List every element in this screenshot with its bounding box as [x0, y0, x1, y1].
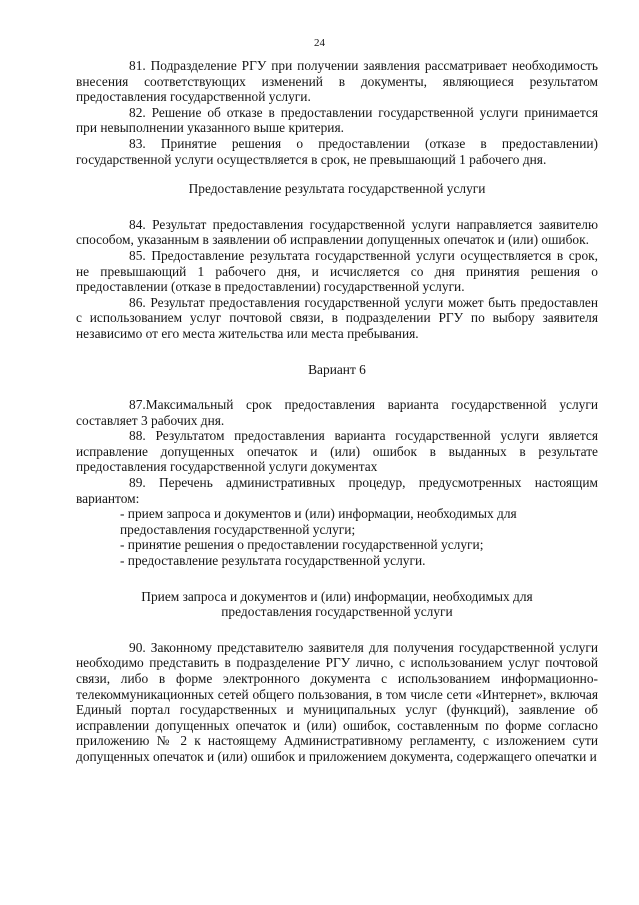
paragraph-81: 81. Подразделение РГУ при получении заявления рассматривает необходимость внесения соответствующих изменений в документы, являющиеся результатом предоставления государственной услуги. [76, 58, 598, 105]
paragraph-90: 90. Законному представителю заявителя для получения государственной услуги необходимо представить в подразделение РГУ лично, с использованием услуг почтовой связи, либо в форме электронного документа с использованием информационно-телекоммуникационных сетей общего пользования, в том числе сети «Интернет», включая Единый портал государственных и муниципальных услуг (функций), заявление об исправлении допущенных опечаток и (или) ошибок, составленным по форме согласно приложению № 2 к настоящему Административному регламенту, с изложением сути допущенных опечаток и (или) ошибок и приложением документа, содержащего опечатки и [76, 639, 598, 764]
paragraph-87: 87.Максимальный срок предоставления варианта государственной услуги составляет 3 рабочих дня. [76, 397, 598, 428]
paragraph-85: 85. Предоставление результата государственной услуги осуществляется в срок, не превышающий 1 рабочего дня, и исчисляется со дня принятия решения о предоставлении (отказе в предоставлении) государственной услуги. [76, 247, 598, 295]
section-heading-result: Предоставление результата государственной услуги [188, 181, 486, 197]
list-item: - принятие решения о предоставлении государственной услуги; [120, 537, 484, 553]
document-body [76, 58, 598, 765]
paragraph-89: 89. Перечень административных процедур, предусмотренных настоящим вариантом: [76, 475, 598, 506]
list-item: - прием запроса и документов и (или) информации, необходимых для предоставления государственной услуги; [120, 506, 517, 537]
paragraph-84: 84. Результат предоставления государственной услуги направляется заявителю способом, указанным в заявлении об исправлении допущенных опечаток и (или) ошибок. [76, 216, 598, 248]
section-heading-variant: Вариант 6 [308, 361, 366, 377]
section-heading-reception-line-2: предоставления государственной услуги [221, 604, 453, 620]
list-item: - предоставление результата государственной услуги. [120, 553, 426, 569]
paragraph-83: 83. Принятие решения о предоставлении (отказе в предоставлении) государственной услуги осуществляется в срок, не превышающий 1 рабочего дня. [76, 135, 598, 167]
paragraph-82: 82. Решение об отказе в предоставлении государственной услуги принимается при невыполнении указанного выше критерия. [76, 104, 598, 136]
paragraph-86: 86. Результат предоставления государственной услуги может быть предоставлен с использованием услуг почтовой связи, в подразделении РГУ по выбору заявителя независимо от его места жительства или места пребывания. [76, 294, 598, 341]
paragraph-88: 88. Результатом предоставления варианта государственной услуги является исправление допущенных опечаток и (или) ошибок в выданных в результате предоставления государственной услуги документах [76, 428, 598, 475]
page-number: 24 [314, 37, 325, 49]
section-heading-reception-line-1: Прием запроса и документов и (или) информации, необходимых для [141, 588, 533, 604]
